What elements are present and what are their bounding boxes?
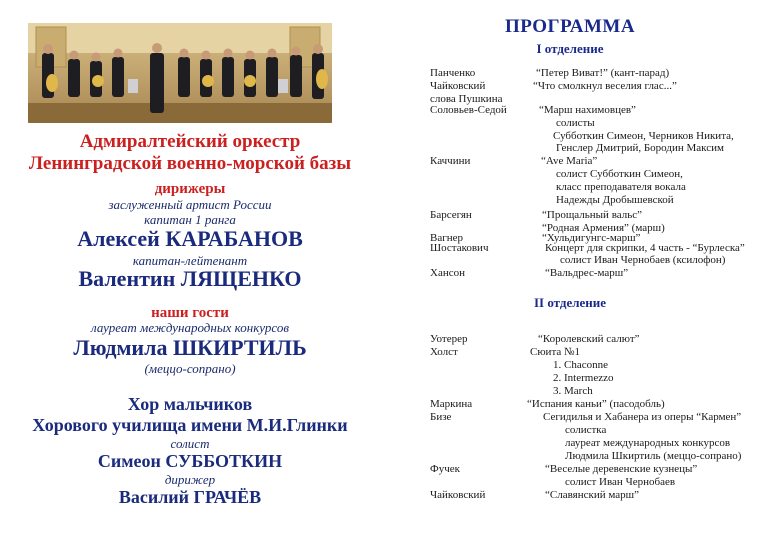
choir-line2: Хорового училища имени М.И.Глинки bbox=[32, 415, 348, 435]
part2-work: Сюита №1 bbox=[530, 346, 581, 358]
orchestra-name-line2: Ленинградской военно-морской базы bbox=[28, 153, 352, 174]
part2-work: “Испания каньи” (пасодобль) bbox=[527, 398, 665, 410]
part2-work: “Королевский салют” bbox=[538, 333, 640, 345]
part2-work: солист Иван Чернобаев bbox=[565, 476, 676, 488]
conductor2-title: капитан-лейтенант bbox=[132, 253, 248, 268]
conductors-heading: дирижеры bbox=[154, 181, 226, 197]
part1-work: “Вальдрес-марш” bbox=[545, 267, 629, 279]
part1-title: I отделение bbox=[536, 41, 604, 56]
part2-work: Людмила Шкиртиль (меццо-сопрано) bbox=[565, 450, 742, 462]
part1-composer: Барсегян bbox=[430, 209, 472, 221]
part1-work: солист Иван Чернобаев (ксилофон) bbox=[560, 254, 726, 266]
part2-work: солистка bbox=[565, 424, 607, 436]
part2-work: “Славянский марш” bbox=[545, 489, 639, 501]
conductor1-title1: заслуженный артист России bbox=[108, 197, 272, 212]
part2-composer: Уотерер bbox=[430, 333, 468, 345]
part1-work: “Родная Армения” (марш) bbox=[542, 222, 665, 234]
part1-composer: Каччини bbox=[430, 155, 471, 167]
part2-composer: Чайковский bbox=[430, 489, 486, 501]
guests-heading: наши гости bbox=[151, 305, 229, 321]
conductor2-name: Валентин ЛЯЩЕНКО bbox=[78, 266, 302, 291]
guest-name: Людмила ШКИРТИЛЬ bbox=[73, 335, 307, 360]
conductor1-title2: капитан 1 ранга bbox=[144, 212, 236, 227]
part1-work: Надежды Дробышевской bbox=[556, 194, 674, 206]
part2-work: лауреат международных конкурсов bbox=[565, 437, 731, 449]
part2-work: 1. Chaconne bbox=[553, 359, 608, 371]
orchestra-photo bbox=[28, 23, 332, 123]
choir-line1: Хор мальчиков bbox=[127, 394, 253, 414]
part1-work: солисты bbox=[556, 117, 595, 129]
part1-work: Концерт для скрипки, 4 часть - “Бурлеска” bbox=[545, 242, 745, 254]
part2-composer: Холст bbox=[430, 346, 458, 358]
part1-composer: слова Пушкина bbox=[430, 93, 503, 105]
choir-conductor-name: Василий ГРАЧЁВ bbox=[118, 487, 262, 507]
part1-composer: Соловьев-Седой bbox=[430, 104, 507, 116]
part1-work: “Хульдигунгс-марш” bbox=[542, 232, 641, 244]
part1-work: Генслер Дмитрий, Бородин Максим bbox=[556, 142, 724, 154]
part1-work: Субботкин Симеон, Черников Никита, bbox=[553, 130, 734, 142]
part2-composer: Фучек bbox=[430, 463, 460, 475]
program-title: ПРОГРАММА bbox=[504, 16, 636, 37]
part2-work: 3. March bbox=[553, 385, 593, 397]
part1-work: класс преподавателя вокала bbox=[556, 181, 686, 193]
part2-work: Сегидилья и Хабанера из оперы “Кармен” bbox=[543, 411, 742, 423]
soloist-label: солист bbox=[170, 436, 210, 451]
part1-composer: Вагнер bbox=[430, 232, 463, 244]
part1-composer: Чайковский bbox=[430, 80, 486, 92]
conductor1-name: Алексей КАРАБАНОВ bbox=[77, 226, 303, 251]
soloist-name: Симеон СУББОТКИН bbox=[97, 451, 283, 471]
part2-work: 2. Intermezzo bbox=[553, 372, 614, 384]
part1-work: “Прощальный вальс” bbox=[542, 209, 642, 221]
part2-composer: Бизе bbox=[430, 411, 452, 423]
guest-title: лауреат международных конкурсов bbox=[91, 320, 289, 335]
part1-work: “Что смолкнул веселия глас...” bbox=[533, 80, 677, 92]
part1-work: солист Субботкин Симеон, bbox=[556, 168, 683, 180]
part2-work: “Веселые деревенские кузнецы” bbox=[545, 463, 698, 475]
part1-work: “Петер Виват!” (кант-парад) bbox=[536, 67, 670, 79]
orchestra-name-line1: Адмиралтейский оркестр bbox=[79, 131, 301, 152]
part1-composer: Шостакович bbox=[430, 242, 489, 254]
part1-composer: Панченко bbox=[430, 67, 476, 79]
part1-work: “Ave Maria” bbox=[541, 155, 598, 167]
part2-title: II отделение bbox=[533, 295, 607, 310]
guest-voice: (меццо-сопрано) bbox=[144, 361, 236, 376]
part2-composer: Маркина bbox=[430, 398, 473, 410]
part1-composer: Хансон bbox=[430, 267, 465, 279]
part1-work: “Марш нахимовцев” bbox=[539, 104, 636, 116]
choir-conductor-label: дирижер bbox=[164, 472, 216, 487]
